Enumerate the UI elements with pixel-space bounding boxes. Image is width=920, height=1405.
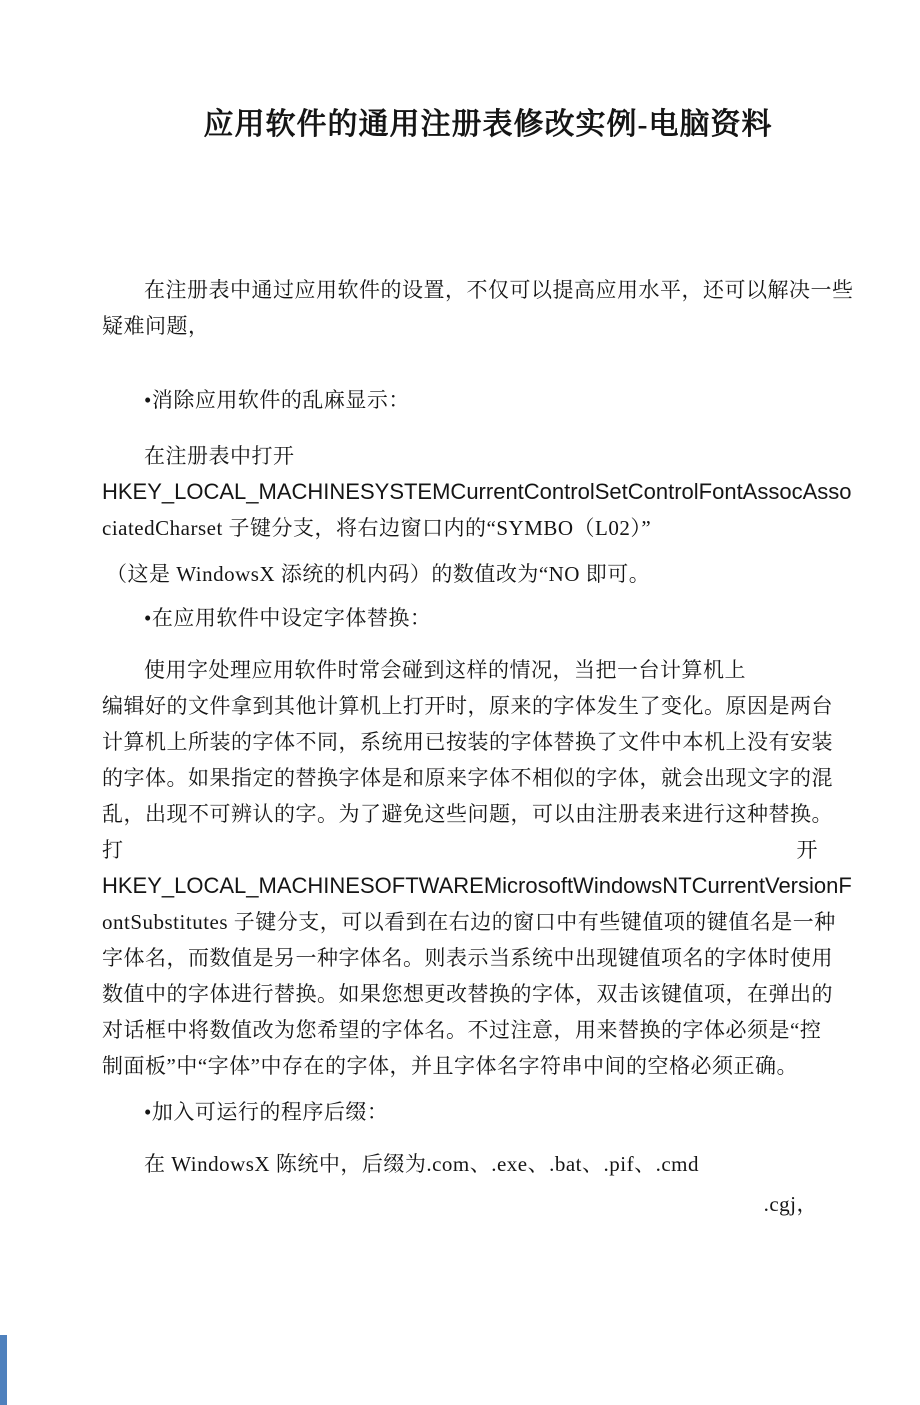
text-line: .cgj， (763, 1192, 818, 1216)
bullet-line: •消除应用软件的乱麻显示： (144, 388, 410, 412)
scrollbar-thumb[interactable] (0, 1335, 7, 1405)
text-line: HKEY_LOCAL_MACHINESOFTWAREMicrosoftWindowsNTCurrentVersionF (102, 873, 852, 898)
text-line: 的字体。如果指定的替换字体是和原来字体不相似的字体，就会出现文字的混 (102, 766, 833, 790)
text-line (102, 832, 818, 868)
text-line: 在 WindowsX 陈统中，后缀为.com、.exe、.bat、.pif、.cmd (144, 1152, 700, 1176)
text-segment: 打 (102, 838, 124, 862)
document-title: 应用软件的通用注册表修改实例-电脑资料 (203, 108, 773, 141)
text-line: HKEY_LOCAL_MACHINESYSTEMCurrentControlSetControlFontAssocAsso (102, 479, 852, 504)
text-line: 数值中的字体进行替换。如果您想更改替换的字体，双击该键值项，在弹出的 (102, 982, 833, 1006)
text-line: 疑难问题， (102, 314, 210, 338)
bullet-line: •加入可运行的程序后缀： (144, 1100, 389, 1124)
text-line: 在注册表中通过应用软件的设置，不仅可以提高应用水平，还可以解决一些 (144, 278, 854, 302)
text-line: 乱，出现不可辨认的字。为了避免这些问题，可以由注册表来进行这种替换。 (102, 802, 833, 826)
text-line: ontSubstitutes 子键分支，可以看到在右边的窗口中有些键值项的键值名是一种 (102, 910, 836, 934)
text-line: 使用字处理应用软件时常会碰到这样的情况，当把一台计算机上 (144, 658, 746, 682)
text-line: 在注册表中打开 (144, 444, 295, 468)
text-line: （这是 WindowsX 添统的机内码）的数值改为“NO 即可。 (106, 562, 651, 586)
bullet-line: •在应用软件中设定字体替换： (144, 606, 432, 630)
text-line: 制面板”中“字体”中存在的字体，并且字体名字符串中间的空格必须正确。 (102, 1054, 798, 1078)
document-page (0, 102, 920, 1405)
text-line: 字体名，而数值是另一种字体名。则表示当系统中出现键值项名的字体时使用 (102, 946, 833, 970)
text-segment: 开 (796, 838, 818, 862)
text-line: ciatedCharset 子键分支，将右边窗口内的“SYMBO（L02）” (102, 516, 652, 540)
text-line: 计算机上所装的字体不同，系统用已按装的字体替换了文件中本机上没有安装 (102, 730, 833, 754)
text-line: 编辑好的文件拿到其他计算机上打开时，原来的字体发生了变化。原因是两台 (102, 694, 833, 718)
text-line: 对话框中将数值改为您希望的字体名。不过注意，用来替换的字体必须是“控 (102, 1018, 822, 1042)
document-body (102, 272, 854, 1222)
